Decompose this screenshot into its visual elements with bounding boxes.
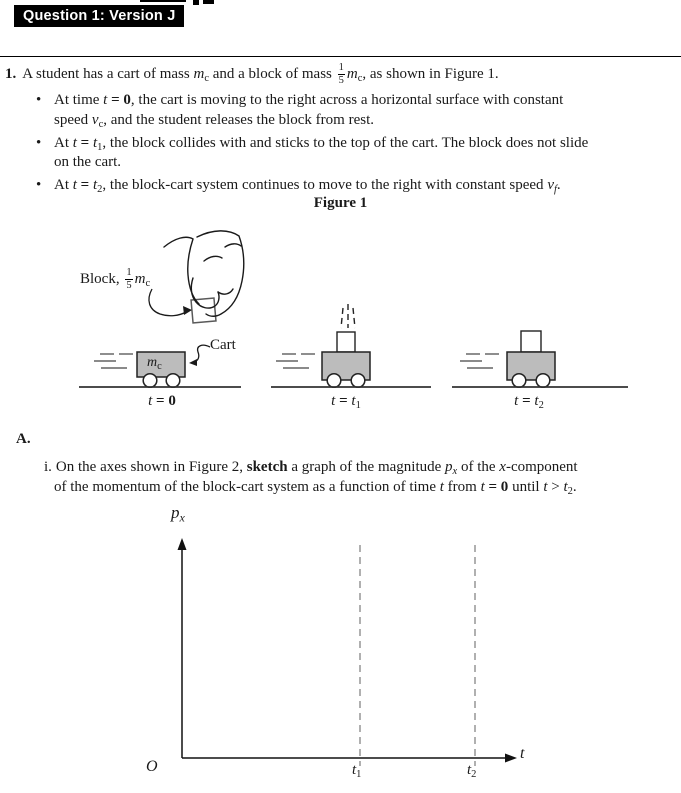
variable-t: t: [352, 762, 357, 778]
text-segment: At time: [54, 92, 104, 108]
text-segment: , and the student releases the block from rest.: [103, 111, 374, 128]
origin-label: O: [146, 758, 158, 775]
math-equals: =: [518, 393, 535, 409]
text-segment: speed: [54, 111, 92, 128]
variable-t2: t: [92, 177, 98, 193]
block-on-cart: [337, 332, 355, 352]
variable-t: t: [148, 393, 153, 409]
math-equals: =: [76, 134, 93, 151]
cart-label-arrow: [189, 345, 210, 366]
problem-statement: [5, 60, 668, 199]
variable-t2: t: [563, 478, 568, 495]
text-segment: , as shown in Figure 1.: [362, 66, 499, 82]
text-segment: Block,: [80, 271, 124, 288]
subscript: 1: [355, 399, 361, 411]
variable-t1: t: [92, 134, 98, 151]
variable-t: t: [467, 762, 472, 778]
variable-t: t: [103, 92, 108, 108]
time-label-t2: [494, 393, 564, 410]
fraction-one-fifth: [125, 267, 132, 292]
variable-t: t: [439, 478, 444, 495]
subscript: 2: [471, 768, 477, 780]
text-segment: At: [54, 134, 73, 151]
subscript: c: [357, 72, 363, 84]
bullet-item: [5, 91, 668, 130]
text-segment: until: [508, 478, 544, 495]
text-segment: A student has a cart of mass: [22, 66, 194, 82]
text-segment: , the cart is moving to the right across a horizontal surface with constant: [130, 92, 564, 108]
text-segment: on the cart.: [54, 154, 122, 170]
text-segment: .: [556, 177, 561, 193]
fraction-numerator: 1: [338, 61, 344, 73]
variable-t: t: [72, 177, 77, 193]
bullet-item: [5, 176, 668, 196]
variable-t1: t: [351, 393, 356, 409]
figure1-caption: Figure 1: [313, 195, 368, 211]
tick-label-t2: [467, 762, 476, 779]
subscript: 1: [97, 141, 103, 153]
variable-t: t: [72, 134, 77, 151]
part-a-label: A.: [16, 431, 31, 447]
variable-t: t: [514, 393, 519, 409]
fraction-one-fifth: [338, 62, 345, 87]
sketch-keyword: sketch: [246, 459, 288, 475]
variable-t: t: [480, 478, 485, 495]
item-number: i.: [44, 459, 52, 475]
x-axis-label: t: [520, 745, 525, 762]
text-segment: and a block of mass: [208, 66, 336, 82]
tick-label-t1: [352, 762, 361, 779]
variable-vf: v: [547, 177, 554, 193]
cart-label: Cart: [210, 337, 236, 353]
question-version-title: Question 1: Version J: [23, 8, 176, 24]
y-axis-label: [171, 503, 185, 523]
bullet-item: [5, 134, 668, 173]
part-a-item-i: [44, 458, 681, 497]
subscript: 1: [356, 768, 362, 780]
variable-vc: v: [91, 111, 99, 128]
variable-mc: m: [147, 355, 158, 370]
subscript-f: f: [553, 183, 557, 195]
cart-at-t2: [452, 331, 628, 387]
text-segment: of the: [457, 459, 500, 475]
math-equals: = 0: [152, 393, 176, 409]
bullet-marker: •: [36, 92, 42, 108]
cart-mass-label: [147, 355, 162, 371]
text-segment: from: [443, 478, 481, 495]
x-axis-arrowhead: [505, 754, 517, 763]
fraction-denominator: 5: [126, 279, 132, 291]
text-segment: On the axes shown in Figure 2,: [55, 459, 247, 475]
figure1-drawing: [0, 195, 681, 420]
problem-number: 1.: [5, 66, 17, 82]
text-segment: -component: [505, 459, 578, 475]
text-segment: a graph of the magnitude: [287, 459, 446, 475]
variable-x: x: [499, 459, 506, 475]
math-equals: =: [76, 177, 93, 193]
subscript: c: [157, 360, 162, 372]
block-label-arrow: [149, 289, 192, 316]
math-equals: = 0: [484, 478, 509, 495]
y-axis-arrowhead: [178, 538, 187, 550]
block-mass-label: [80, 267, 150, 292]
bullet-marker: •: [36, 177, 42, 193]
text-segment: .: [572, 478, 577, 495]
variable-mc: m: [346, 66, 358, 82]
block-on-cart: [521, 331, 541, 352]
variable-t: t: [543, 478, 548, 495]
subscript: 2: [97, 183, 103, 195]
variable-px: p: [445, 459, 453, 475]
problem-intro: [5, 60, 668, 88]
subscript-x: x: [179, 510, 185, 525]
text-segment: , the block collides with and sticks to the top of the cart. The block does not slide: [102, 134, 589, 151]
header-divider: [0, 56, 681, 57]
figure2-axes: [0, 500, 681, 793]
fraction-numerator: 1: [126, 267, 132, 278]
variable-mc: m: [134, 271, 146, 288]
text-segment: >: [547, 478, 564, 495]
text-segment: , the block-cart system continues to move to the right with constant speed: [102, 177, 548, 193]
variable-p: p: [171, 503, 180, 522]
page-edge-artifact: [193, 0, 199, 5]
math-equals: = 0: [107, 92, 131, 108]
held-block: [191, 298, 216, 323]
fraction-denominator: 5: [338, 74, 344, 86]
time-label-t0: [127, 393, 197, 410]
bullet-marker: •: [36, 134, 42, 151]
variable-mc: m: [193, 66, 205, 82]
variable-t: t: [331, 393, 336, 409]
time-label-t1: [311, 393, 381, 410]
subscript: c: [204, 72, 209, 84]
y-axis: [178, 538, 187, 758]
page-edge-artifact: [140, 0, 186, 2]
question-version-banner: [14, 5, 184, 27]
math-equals: =: [335, 393, 352, 409]
cart-at-t1: [271, 304, 431, 387]
text-segment: of the momentum of the block-cart system as a function of time: [54, 478, 440, 495]
page-edge-artifact: [203, 0, 214, 4]
subscript: 2: [567, 485, 573, 497]
subscript: c: [145, 277, 151, 289]
variable-t2: t: [534, 393, 539, 409]
subscript: 2: [538, 399, 544, 411]
subscript-x: x: [452, 465, 458, 477]
bullet-list: [5, 91, 668, 196]
text-segment: At: [54, 177, 73, 193]
subscript: c: [98, 118, 104, 130]
